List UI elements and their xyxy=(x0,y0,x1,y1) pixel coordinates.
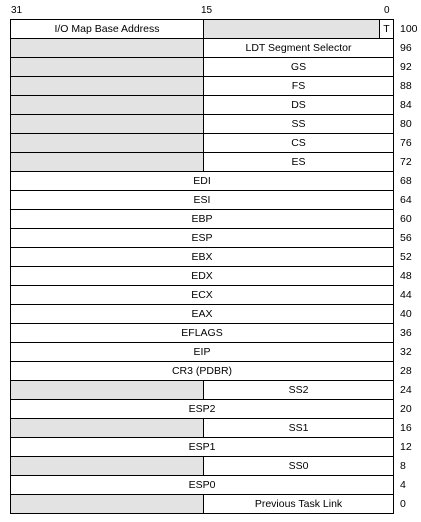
tss-row-offset-24 xyxy=(10,381,394,400)
reserved-field xyxy=(10,153,203,172)
reserved-field xyxy=(10,96,203,115)
offset-label: 32 xyxy=(400,346,412,358)
tss-row-offset-60 xyxy=(10,210,394,229)
field-ldt-segment-selector: LDT Segment Selector xyxy=(203,39,394,58)
field-eflags: EFLAGS xyxy=(10,324,394,343)
tss-row-offset-92 xyxy=(10,58,394,77)
offset-label: 8 xyxy=(400,460,406,472)
tss-row-offset-44 xyxy=(10,286,394,305)
reserved-field xyxy=(203,20,379,39)
offset-label: 64 xyxy=(400,194,412,206)
tss-row-offset-56 xyxy=(10,229,394,248)
field-fs: FS xyxy=(203,77,394,96)
offset-label: 80 xyxy=(400,118,412,130)
field-ss0: SS0 xyxy=(203,457,394,476)
tss-row-offset-12 xyxy=(10,438,394,457)
tss-row-offset-80 xyxy=(10,115,394,134)
reserved-field xyxy=(10,115,203,134)
tss-row-offset-28 xyxy=(10,362,394,381)
bit-position-15: 15 xyxy=(201,5,213,16)
reserved-field xyxy=(10,419,203,438)
offset-label: 84 xyxy=(400,99,412,111)
tss-row-offset-88 xyxy=(10,77,394,96)
bit-position-31: 31 xyxy=(11,5,23,16)
offset-label: 68 xyxy=(400,175,412,187)
offset-label: 0 xyxy=(400,498,406,510)
field-io-map-base-address: I/O Map Base Address xyxy=(10,20,203,39)
tss-row-offset-100 xyxy=(10,20,394,39)
tss-row-offset-32 xyxy=(10,343,394,362)
field-ebp: EBP xyxy=(10,210,394,229)
offset-label: 60 xyxy=(400,213,412,225)
offset-label: 4 xyxy=(400,479,406,491)
tss-row-offset-48 xyxy=(10,267,394,286)
field-edi: EDI xyxy=(10,172,394,191)
offset-label: 92 xyxy=(400,61,412,73)
field-esp1: ESP1 xyxy=(10,438,394,457)
reserved-field xyxy=(10,77,203,96)
field-edx: EDX xyxy=(10,267,394,286)
field-gs: GS xyxy=(203,58,394,77)
offset-label: 100 xyxy=(400,23,418,35)
tss-row-offset-4 xyxy=(10,476,394,495)
reserved-field xyxy=(10,381,203,400)
tss-row-offset-96 xyxy=(10,39,394,58)
field-ss: SS xyxy=(203,115,394,134)
offset-label: 20 xyxy=(400,403,412,415)
field-ds: DS xyxy=(203,96,394,115)
field-eip: EIP xyxy=(10,343,394,362)
field-es: ES xyxy=(203,153,394,172)
tss-row-offset-52 xyxy=(10,248,394,267)
field-ebx: EBX xyxy=(10,248,394,267)
tss-row-offset-40 xyxy=(10,305,394,324)
tss-row-offset-20 xyxy=(10,400,394,419)
field-t-debug-trap-flag: T xyxy=(379,20,394,39)
field-ss1: SS1 xyxy=(203,419,394,438)
reserved-field xyxy=(10,39,203,58)
offset-label: 72 xyxy=(400,156,412,168)
field-cr3-pdbr: CR3 (PDBR) xyxy=(10,362,394,381)
offset-label: 56 xyxy=(400,232,412,244)
tss-row-offset-76 xyxy=(10,134,394,153)
field-eax: EAX xyxy=(10,305,394,324)
offset-label: 76 xyxy=(400,137,412,149)
tss-row-offset-84 xyxy=(10,96,394,115)
field-esi: ESI xyxy=(10,191,394,210)
offset-label: 48 xyxy=(400,270,412,282)
offset-label: 88 xyxy=(400,80,412,92)
offset-label: 16 xyxy=(400,422,412,434)
field-esp0: ESP0 xyxy=(10,476,394,495)
field-ss2: SS2 xyxy=(203,381,394,400)
field-esp: ESP xyxy=(10,229,394,248)
reserved-field xyxy=(10,58,203,77)
tss-row-offset-8 xyxy=(10,457,394,476)
tss-layout-table xyxy=(10,19,394,515)
field-cs: CS xyxy=(203,134,394,153)
field-previous-task-link: Previous Task Link xyxy=(203,495,394,514)
offset-label: 96 xyxy=(400,42,412,54)
tss-row-offset-0 xyxy=(10,495,394,514)
reserved-field xyxy=(10,134,203,153)
offset-label: 24 xyxy=(400,384,412,396)
field-esp2: ESP2 xyxy=(10,400,394,419)
offset-label: 28 xyxy=(400,365,412,377)
offset-label: 36 xyxy=(400,327,412,339)
tss-row-offset-72 xyxy=(10,153,394,172)
tss-row-offset-16 xyxy=(10,419,394,438)
tss-row-offset-68 xyxy=(10,172,394,191)
field-ecx: ECX xyxy=(10,286,394,305)
tss-row-offset-64 xyxy=(10,191,394,210)
tss-row-offset-36 xyxy=(10,324,394,343)
offset-label: 44 xyxy=(400,289,412,301)
offset-label: 52 xyxy=(400,251,412,263)
offset-label: 12 xyxy=(400,441,412,453)
bit-position-0: 0 xyxy=(384,5,390,16)
offset-label: 40 xyxy=(400,308,412,320)
reserved-field xyxy=(10,457,203,476)
reserved-field xyxy=(10,495,203,514)
